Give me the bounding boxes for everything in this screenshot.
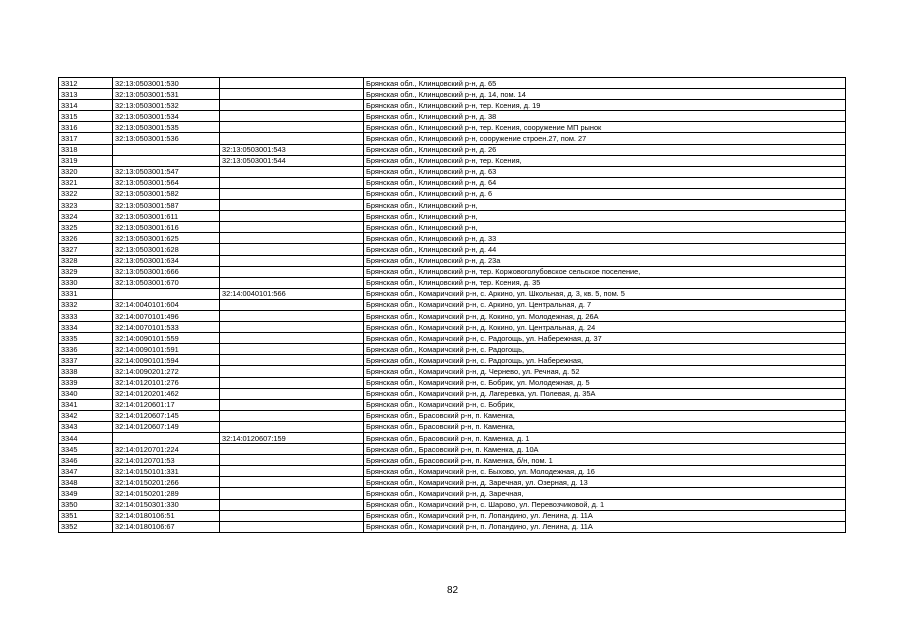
cadastral-number-cell: 32:13:0503001:625 — [113, 233, 220, 244]
cadastral-number-alt-cell — [220, 233, 364, 244]
table-row — [59, 78, 846, 89]
cadastral-number-cell: 32:14:0040101:604 — [113, 299, 220, 310]
row-number-cell: 3316 — [59, 122, 113, 133]
cadastral-number-cell: 32:14:0120701:224 — [113, 444, 220, 455]
cadastral-number-alt-cell — [220, 310, 364, 321]
table-row — [59, 255, 846, 266]
cadastral-number-alt-cell — [220, 89, 364, 100]
address-cell: Брянская обл., Клинцовский р-н, тер. Ксения, — [364, 155, 846, 166]
row-number-cell: 3349 — [59, 488, 113, 499]
cadastral-number-cell: 32:13:0503001:532 — [113, 100, 220, 111]
address-cell: Брянская обл., Комаричский р-н, д. Кокино, ул. Центральная, д. 24 — [364, 322, 846, 333]
cadastral-number-alt-cell — [220, 410, 364, 421]
cadastral-number-alt-cell — [220, 399, 364, 410]
table-row — [59, 322, 846, 333]
table-row — [59, 344, 846, 355]
address-cell: Брянская обл., Комаричский р-н, с. Шарово, ул. Перевозчиковой, д. 1 — [364, 499, 846, 510]
address-cell: Брянская обл., Клинцовский р-н, д. 38 — [364, 111, 846, 122]
cadastral-number-cell: 32:14:0090101:594 — [113, 355, 220, 366]
address-cell: Брянская обл., Комаричский р-н, д. Заречная, — [364, 488, 846, 499]
row-number-cell: 3342 — [59, 410, 113, 421]
address-cell: Брянская обл., Комаричский р-н, с. Аркино, ул. Центральная, д. 7 — [364, 299, 846, 310]
address-cell: Брянская обл., Клинцовский р-н, тер. Ксения, сооружение МП рынок — [364, 122, 846, 133]
row-number-cell: 3314 — [59, 100, 113, 111]
cadastral-number-alt-cell: 32:14:0120607:159 — [220, 433, 364, 444]
address-cell: Брянская обл., Брасовский р-н, п. Каменка, д. 10А — [364, 444, 846, 455]
table-row — [59, 477, 846, 488]
address-cell: Брянская обл., Комаричский р-н, с. Радогощь, ул. Набережная, — [364, 355, 846, 366]
row-number-cell: 3337 — [59, 355, 113, 366]
cadastral-number-cell: 32:14:0120607:149 — [113, 421, 220, 432]
address-cell: Брянская обл., Клинцовский р-н, сооружение строен.27, пом. 27 — [364, 133, 846, 144]
cadastral-number-cell: 32:14:0150301:330 — [113, 499, 220, 510]
cadastral-number-cell: 32:13:0503001:531 — [113, 89, 220, 100]
row-number-cell: 3331 — [59, 288, 113, 299]
cadastral-number-cell: 32:14:0120101:276 — [113, 377, 220, 388]
cadastral-number-cell: 32:13:0503001:547 — [113, 166, 220, 177]
cadastral-number-cell: 32:14:0150201:289 — [113, 488, 220, 499]
table-row — [59, 266, 846, 277]
table-row — [59, 433, 846, 444]
table-row — [59, 455, 846, 466]
table-row — [59, 421, 846, 432]
cadastral-number-cell: 32:14:0090101:591 — [113, 344, 220, 355]
table-row — [59, 466, 846, 477]
cadastral-number-cell: 32:13:0503001:534 — [113, 111, 220, 122]
row-number-cell: 3345 — [59, 444, 113, 455]
table-row — [59, 233, 846, 244]
table-row — [59, 310, 846, 321]
cadastral-number-cell: 32:14:0150201:266 — [113, 477, 220, 488]
cadastral-number-alt-cell — [220, 188, 364, 199]
cadastral-number-alt-cell — [220, 266, 364, 277]
cadastral-number-cell: 32:13:0503001:611 — [113, 211, 220, 222]
address-cell: Брянская обл., Клинцовский р-н, — [364, 211, 846, 222]
table-row — [59, 355, 846, 366]
row-number-cell: 3327 — [59, 244, 113, 255]
table-row — [59, 222, 846, 233]
table-row — [59, 122, 846, 133]
row-number-cell: 3315 — [59, 111, 113, 122]
row-number-cell: 3335 — [59, 333, 113, 344]
table-row — [59, 277, 846, 288]
address-cell: Брянская обл., Клинцовский р-н, д. 65 — [364, 78, 846, 89]
address-cell: Брянская обл., Комаричский р-н, с. Бобрик, — [364, 399, 846, 410]
cadastral-number-cell — [113, 288, 220, 299]
table-row — [59, 89, 846, 100]
address-cell: Брянская обл., Клинцовский р-н, д. 26 — [364, 144, 846, 155]
cadastral-number-alt-cell — [220, 122, 364, 133]
cadastral-number-alt-cell — [220, 366, 364, 377]
cadastral-number-cell: 32:13:0503001:670 — [113, 277, 220, 288]
cadastral-number-alt-cell — [220, 388, 364, 399]
table-row — [59, 388, 846, 399]
row-number-cell: 3348 — [59, 477, 113, 488]
address-cell: Брянская обл., Брасовский р-н, п. Каменка, — [364, 410, 846, 421]
table-row — [59, 244, 846, 255]
cadastral-number-alt-cell — [220, 211, 364, 222]
cadastral-number-alt-cell — [220, 488, 364, 499]
address-cell: Брянская обл., Клинцовский р-н, д. 23а — [364, 255, 846, 266]
cadastral-number-alt-cell: 32:13:0503001:544 — [220, 155, 364, 166]
row-number-cell: 3313 — [59, 89, 113, 100]
registry-table-body — [59, 78, 846, 533]
cadastral-number-alt-cell — [220, 78, 364, 89]
cadastral-number-cell: 32:14:0090101:559 — [113, 333, 220, 344]
address-cell: Брянская обл., Комаричский р-н, с. Быхово, ул. Молодежная, д. 16 — [364, 466, 846, 477]
cadastral-number-cell: 32:14:0070101:496 — [113, 310, 220, 321]
row-number-cell: 3332 — [59, 299, 113, 310]
cadastral-number-cell: 32:14:0070101:533 — [113, 322, 220, 333]
cadastral-number-cell — [113, 144, 220, 155]
cadastral-number-cell: 32:14:0150101:331 — [113, 466, 220, 477]
row-number-cell: 3324 — [59, 211, 113, 222]
cadastral-number-alt-cell — [220, 377, 364, 388]
cadastral-number-alt-cell: 32:14:0040101:566 — [220, 288, 364, 299]
table-row — [59, 111, 846, 122]
cadastral-number-alt-cell — [220, 477, 364, 488]
row-number-cell: 3330 — [59, 277, 113, 288]
address-cell: Брянская обл., Клинцовский р-н, тер. Коржовоголубовское сельское поселение, — [364, 266, 846, 277]
table-row — [59, 288, 846, 299]
cadastral-number-cell: 32:13:0503001:616 — [113, 222, 220, 233]
cadastral-number-cell: 32:14:0180106:51 — [113, 510, 220, 521]
table-row — [59, 510, 846, 521]
row-number-cell: 3347 — [59, 466, 113, 477]
cadastral-number-alt-cell — [220, 277, 364, 288]
table-row — [59, 177, 846, 188]
cadastral-number-alt-cell — [220, 521, 364, 532]
row-number-cell: 3329 — [59, 266, 113, 277]
cadastral-number-alt-cell — [220, 111, 364, 122]
table-row — [59, 155, 846, 166]
cadastral-number-alt-cell — [220, 466, 364, 477]
address-cell: Брянская обл., Брасовский р-н, п. Каменка, — [364, 421, 846, 432]
row-number-cell: 3343 — [59, 421, 113, 432]
cadastral-number-cell: 32:13:0503001:530 — [113, 78, 220, 89]
row-number-cell: 3323 — [59, 200, 113, 211]
table-row — [59, 444, 846, 455]
row-number-cell: 3333 — [59, 310, 113, 321]
cadastral-number-alt-cell — [220, 222, 364, 233]
table-row — [59, 499, 846, 510]
table-row — [59, 100, 846, 111]
table-row — [59, 366, 846, 377]
cadastral-number-alt-cell — [220, 444, 364, 455]
table-row — [59, 521, 846, 532]
cadastral-number-cell: 32:13:0503001:564 — [113, 177, 220, 188]
cadastral-number-alt-cell — [220, 322, 364, 333]
cadastral-number-cell: 32:13:0503001:634 — [113, 255, 220, 266]
cadastral-number-cell: 32:13:0503001:666 — [113, 266, 220, 277]
cadastral-number-alt-cell — [220, 200, 364, 211]
address-cell: Брянская обл., Комаричский р-н, д. Лагеревка, ул. Полевая, д. 35А — [364, 388, 846, 399]
cadastral-number-alt-cell — [220, 510, 364, 521]
row-number-cell: 3346 — [59, 455, 113, 466]
row-number-cell: 3340 — [59, 388, 113, 399]
cadastral-number-cell — [113, 155, 220, 166]
table-row — [59, 299, 846, 310]
cadastral-number-cell: 32:14:0090201:272 — [113, 366, 220, 377]
cadastral-number-alt-cell — [220, 344, 364, 355]
cadastral-number-cell: 32:13:0503001:587 — [113, 200, 220, 211]
row-number-cell: 3319 — [59, 155, 113, 166]
row-number-cell: 3326 — [59, 233, 113, 244]
address-cell: Брянская обл., Комаричский р-н, д. Чернево, ул. Речная, д. 52 — [364, 366, 846, 377]
row-number-cell: 3312 — [59, 78, 113, 89]
address-cell: Брянская обл., Брасовский р-н, п. Каменка, д. 1 — [364, 433, 846, 444]
cadastral-number-cell — [113, 433, 220, 444]
cadastral-number-alt-cell — [220, 299, 364, 310]
address-cell: Брянская обл., Клинцовский р-н, д. 14, пом. 14 — [364, 89, 846, 100]
address-cell: Брянская обл., Комаричский р-н, с. Радогощь, ул. Набережная, д. 37 — [364, 333, 846, 344]
table-row — [59, 188, 846, 199]
row-number-cell: 3351 — [59, 510, 113, 521]
row-number-cell: 3339 — [59, 377, 113, 388]
table-row — [59, 211, 846, 222]
table-row — [59, 144, 846, 155]
address-cell: Брянская обл., Комаричский р-н, д. Заречная, ул. Озерная, д. 13 — [364, 477, 846, 488]
address-cell: Брянская обл., Комаричский р-н, п. Лопандино, ул. Ленина, д. 11А — [364, 510, 846, 521]
row-number-cell: 3334 — [59, 322, 113, 333]
table-row — [59, 488, 846, 499]
row-number-cell: 3341 — [59, 399, 113, 410]
address-cell: Брянская обл., Клинцовский р-н, тер. Ксения, д. 19 — [364, 100, 846, 111]
row-number-cell: 3321 — [59, 177, 113, 188]
cadastral-number-alt-cell — [220, 177, 364, 188]
registry-table — [58, 77, 846, 533]
row-number-cell: 3338 — [59, 366, 113, 377]
cadastral-number-cell: 32:14:0120701:53 — [113, 455, 220, 466]
row-number-cell: 3320 — [59, 166, 113, 177]
address-cell: Брянская обл., Клинцовский р-н, д. 63 — [364, 166, 846, 177]
row-number-cell: 3350 — [59, 499, 113, 510]
cadastral-number-alt-cell — [220, 244, 364, 255]
address-cell: Брянская обл., Комаричский р-н, с. Бобрик, ул. Молодежная, д. 5 — [364, 377, 846, 388]
cadastral-number-alt-cell — [220, 100, 364, 111]
cadastral-number-cell: 32:13:0503001:536 — [113, 133, 220, 144]
address-cell: Брянская обл., Комаричский р-н, с. Радогощь, — [364, 344, 846, 355]
address-cell: Брянская обл., Комаричский р-н, д. Кокино, ул. Молодежная, д. 26А — [364, 310, 846, 321]
cadastral-number-alt-cell — [220, 333, 364, 344]
row-number-cell: 3322 — [59, 188, 113, 199]
cadastral-number-cell: 32:14:0120601:17 — [113, 399, 220, 410]
cadastral-number-cell: 32:14:0120607:145 — [113, 410, 220, 421]
cadastral-number-cell: 32:13:0503001:628 — [113, 244, 220, 255]
cadastral-number-alt-cell — [220, 133, 364, 144]
table-row — [59, 333, 846, 344]
cadastral-number-cell: 32:13:0503001:582 — [113, 188, 220, 199]
row-number-cell: 3317 — [59, 133, 113, 144]
cadastral-number-alt-cell — [220, 255, 364, 266]
table-row — [59, 133, 846, 144]
cadastral-number-cell: 32:14:0120201:462 — [113, 388, 220, 399]
address-cell: Брянская обл., Клинцовский р-н, — [364, 200, 846, 211]
address-cell: Брянская обл., Клинцовский р-н, д. 6 — [364, 188, 846, 199]
cadastral-number-alt-cell — [220, 166, 364, 177]
address-cell: Брянская обл., Клинцовский р-н, д. 44 — [364, 244, 846, 255]
cadastral-number-cell: 32:14:0180106:67 — [113, 521, 220, 532]
row-number-cell: 3318 — [59, 144, 113, 155]
address-cell: Брянская обл., Клинцовский р-н, тер. Ксения, д. 35 — [364, 277, 846, 288]
address-cell: Брянская обл., Клинцовский р-н, д. 33 — [364, 233, 846, 244]
page-number: 82 — [446, 585, 459, 596]
address-cell: Брянская обл., Клинцовский р-н, д. 64 — [364, 177, 846, 188]
row-number-cell: 3328 — [59, 255, 113, 266]
cadastral-number-alt-cell — [220, 421, 364, 432]
cadastral-number-alt-cell — [220, 499, 364, 510]
table-row — [59, 200, 846, 211]
cadastral-number-cell: 32:13:0503001:535 — [113, 122, 220, 133]
cadastral-number-alt-cell: 32:13:0503001:543 — [220, 144, 364, 155]
address-cell: Брянская обл., Комаричский р-н, п. Лопандино, ул. Ленина, д. 11А — [364, 521, 846, 532]
row-number-cell: 3336 — [59, 344, 113, 355]
row-number-cell: 3352 — [59, 521, 113, 532]
cadastral-number-alt-cell — [220, 355, 364, 366]
address-cell: Брянская обл., Комаричский р-н, с. Аркино, ул. Школьная, д. 3, кв. 5, пом. 5 — [364, 288, 846, 299]
address-cell: Брянская обл., Брасовский р-н, п. Каменка, б/н, пом. 1 — [364, 455, 846, 466]
row-number-cell: 3344 — [59, 433, 113, 444]
table-row — [59, 166, 846, 177]
address-cell: Брянская обл., Клинцовский р-н, — [364, 222, 846, 233]
cadastral-number-alt-cell — [220, 455, 364, 466]
table-row — [59, 410, 846, 421]
table-row — [59, 377, 846, 388]
row-number-cell: 3325 — [59, 222, 113, 233]
table-row — [59, 399, 846, 410]
